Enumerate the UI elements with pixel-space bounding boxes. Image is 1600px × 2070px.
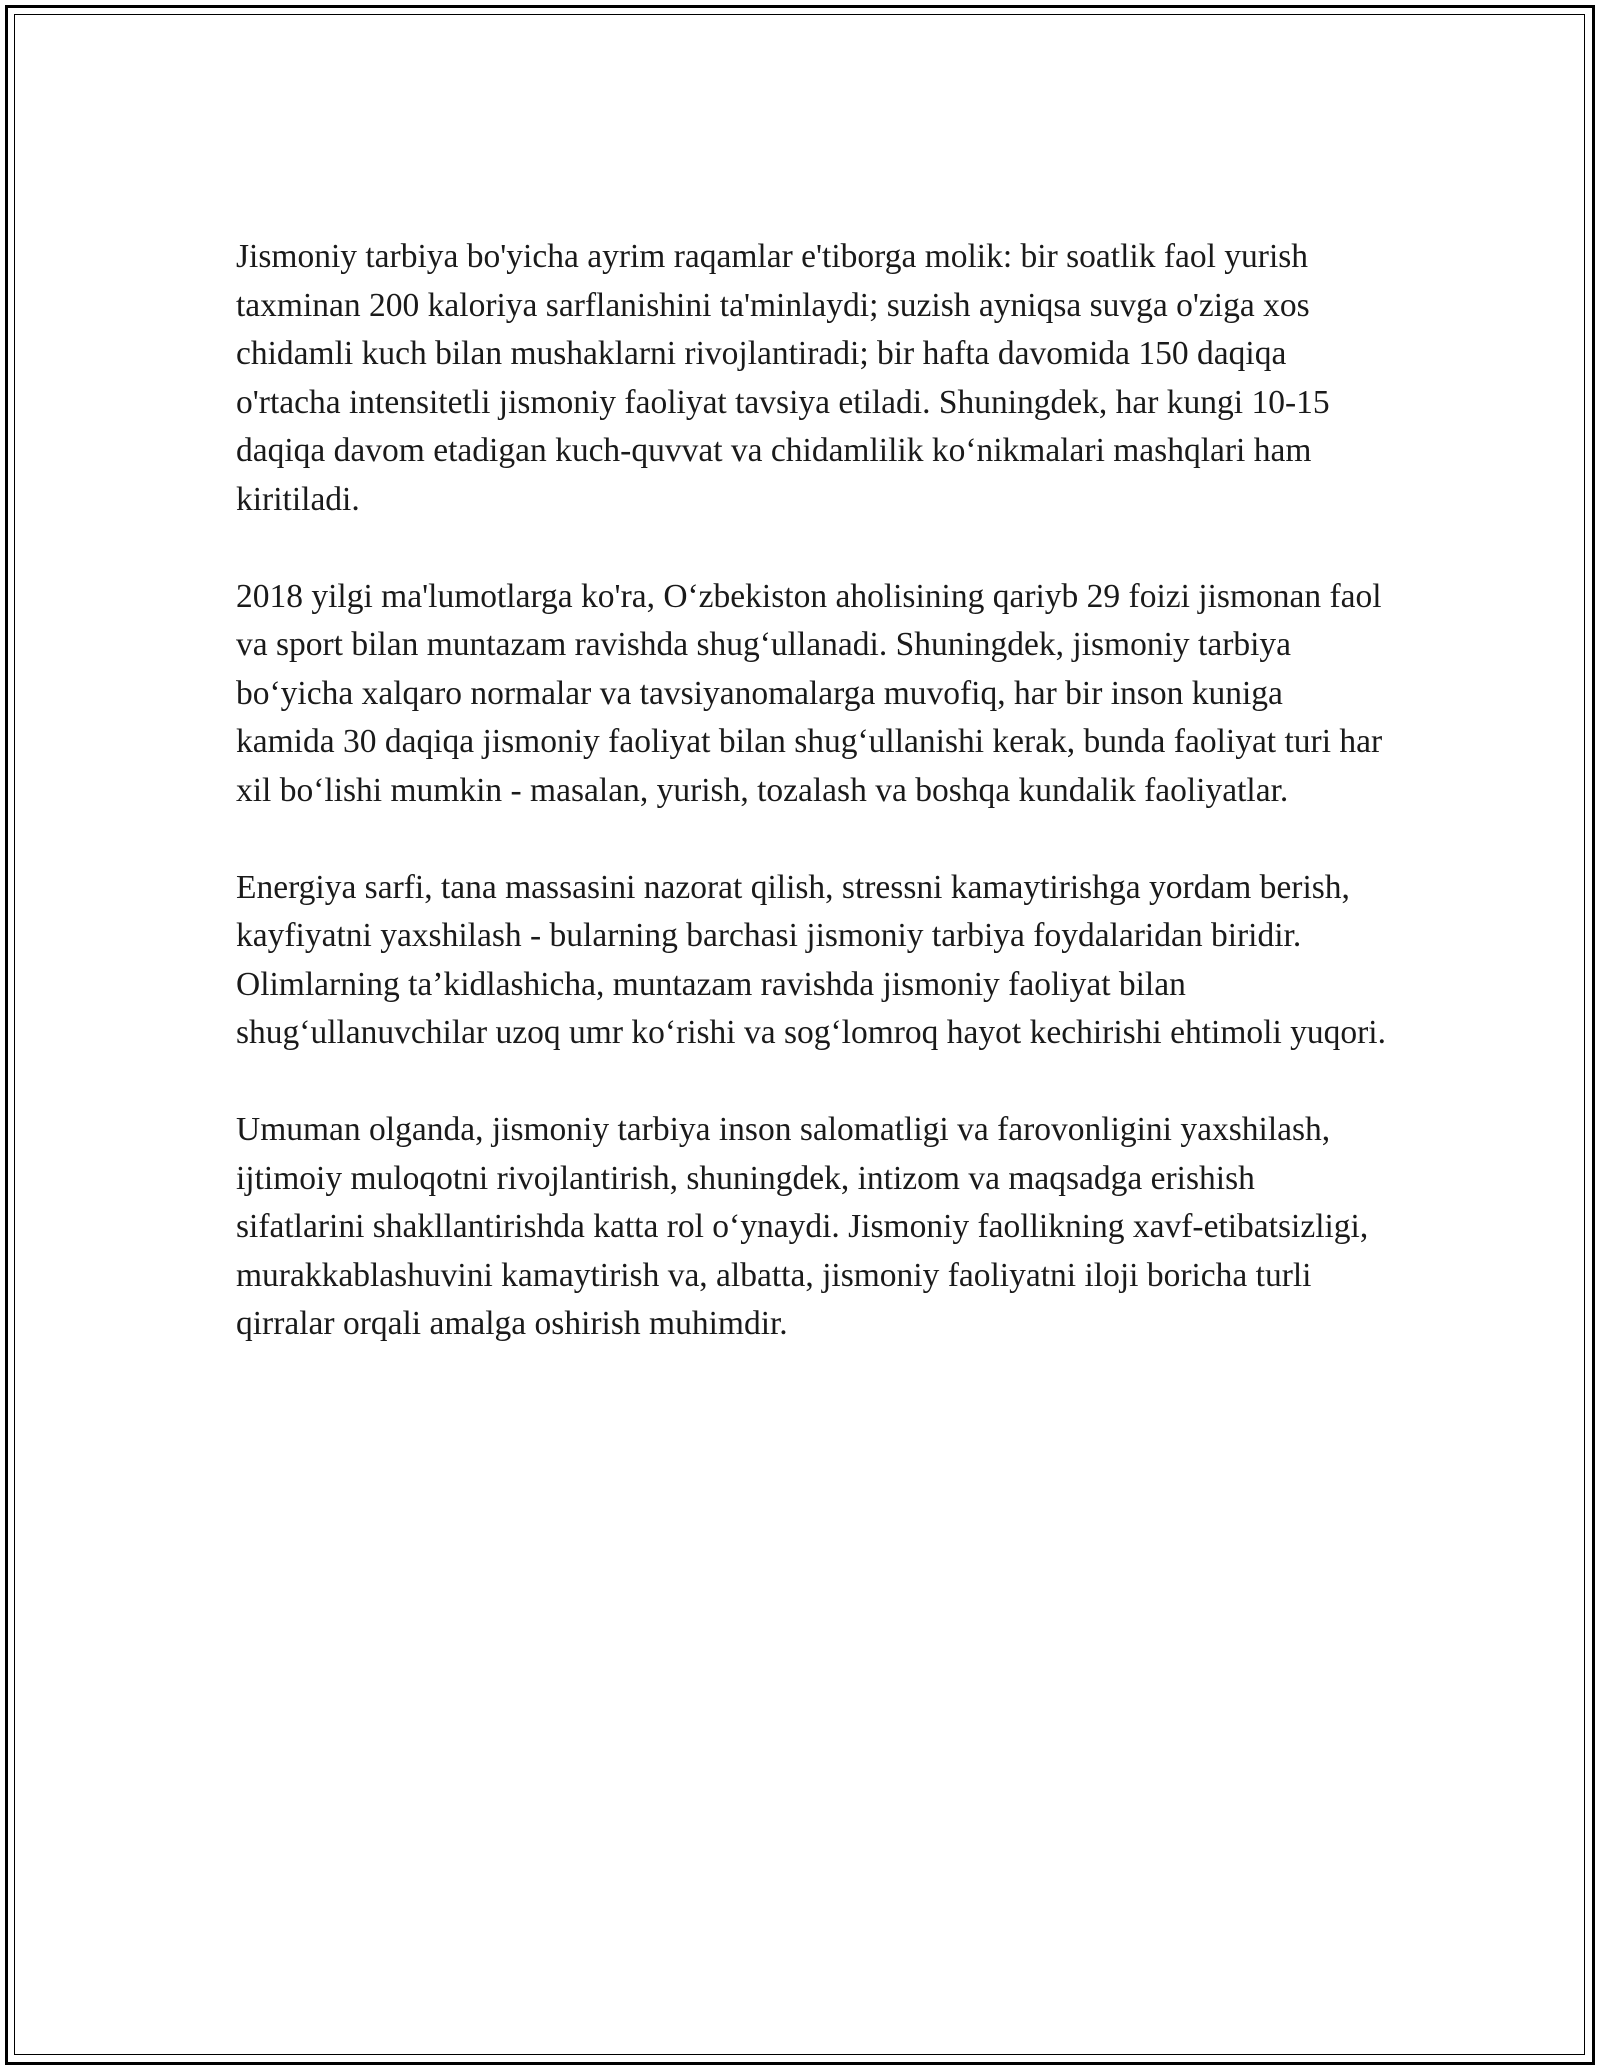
paragraph-1: Jismoniy tarbiya bo'yicha ayrim raqamlar e'tiborga molik: bir soatlik faol yurish taxminan 200 kaloriya sarflanishini ta'minlaydi; suzish ayniqsa suvga o'ziga xos chidamli kuch bilan mushaklarni rivojlantiradi; bir hafta davomida 150 daqiqa o'rtacha intensitetli jismoniy faoliyat tavsiya etiladi. Shuningdek, har kungi 10-15 daqiqa davom etadigan kuch-quvvat va chidamlilik ko‘nikmalari mashqlari ham kiritiladi. xyxy=(236,238,1330,518)
paragraph-3: Energiya sarfi, tana massasini nazorat qilish, stressni kamaytirishga yordam berish, kayfiyatni yaxshilash - bularning barchasi jismoniy tarbiya foydalaridan biridir. Olimlarning ta’kidlashicha, muntazam ravishda jismoniy faoliyat bilan shug‘ullanuvchilar uzoq umr ko‘rishi va sog‘lomroq hayot kechirishi ehtimoli yuqori. xyxy=(236,868,1386,1051)
paragraph-2: 2018 yilgi ma'lumotlarga ko'ra, O‘zbekiston aholisining qariyb 29 foizi jismonan faol va sport bilan muntazam ravishda shug‘ullanadi. Shuningdek, jismoniy tarbiya bo‘yicha xalqaro normalar va tavsiyanomalarga muvofiq, har bir inson kuniga kamida 30 daqiqa jismoniy faoliyat bilan shug‘ullanishi kerak, bunda faoliyat turi har xil bo‘lishi mumkin - masalan, yurish, tozalash va boshqa kundalik faoliyatlar. xyxy=(236,577,1383,809)
paragraph-4: Umuman olganda, jismoniy tarbiya inson salomatligi va farovonligini yaxshilash, ijtimoiy muloqotni rivojlantirish, shuningdek, intizom va maqsadga erishish sifatlarini shakllantirishda katta rol o‘ynaydi. Jismoniy faollikning xavf-etibatsizligi, murakkablashuvini kamaytirish va, albatta, jismoniy faoliyatni iloji boricha turli qirralar orqali amalga oshirish muhimdir. xyxy=(236,1111,1369,1342)
document-body xyxy=(236,233,1386,1397)
